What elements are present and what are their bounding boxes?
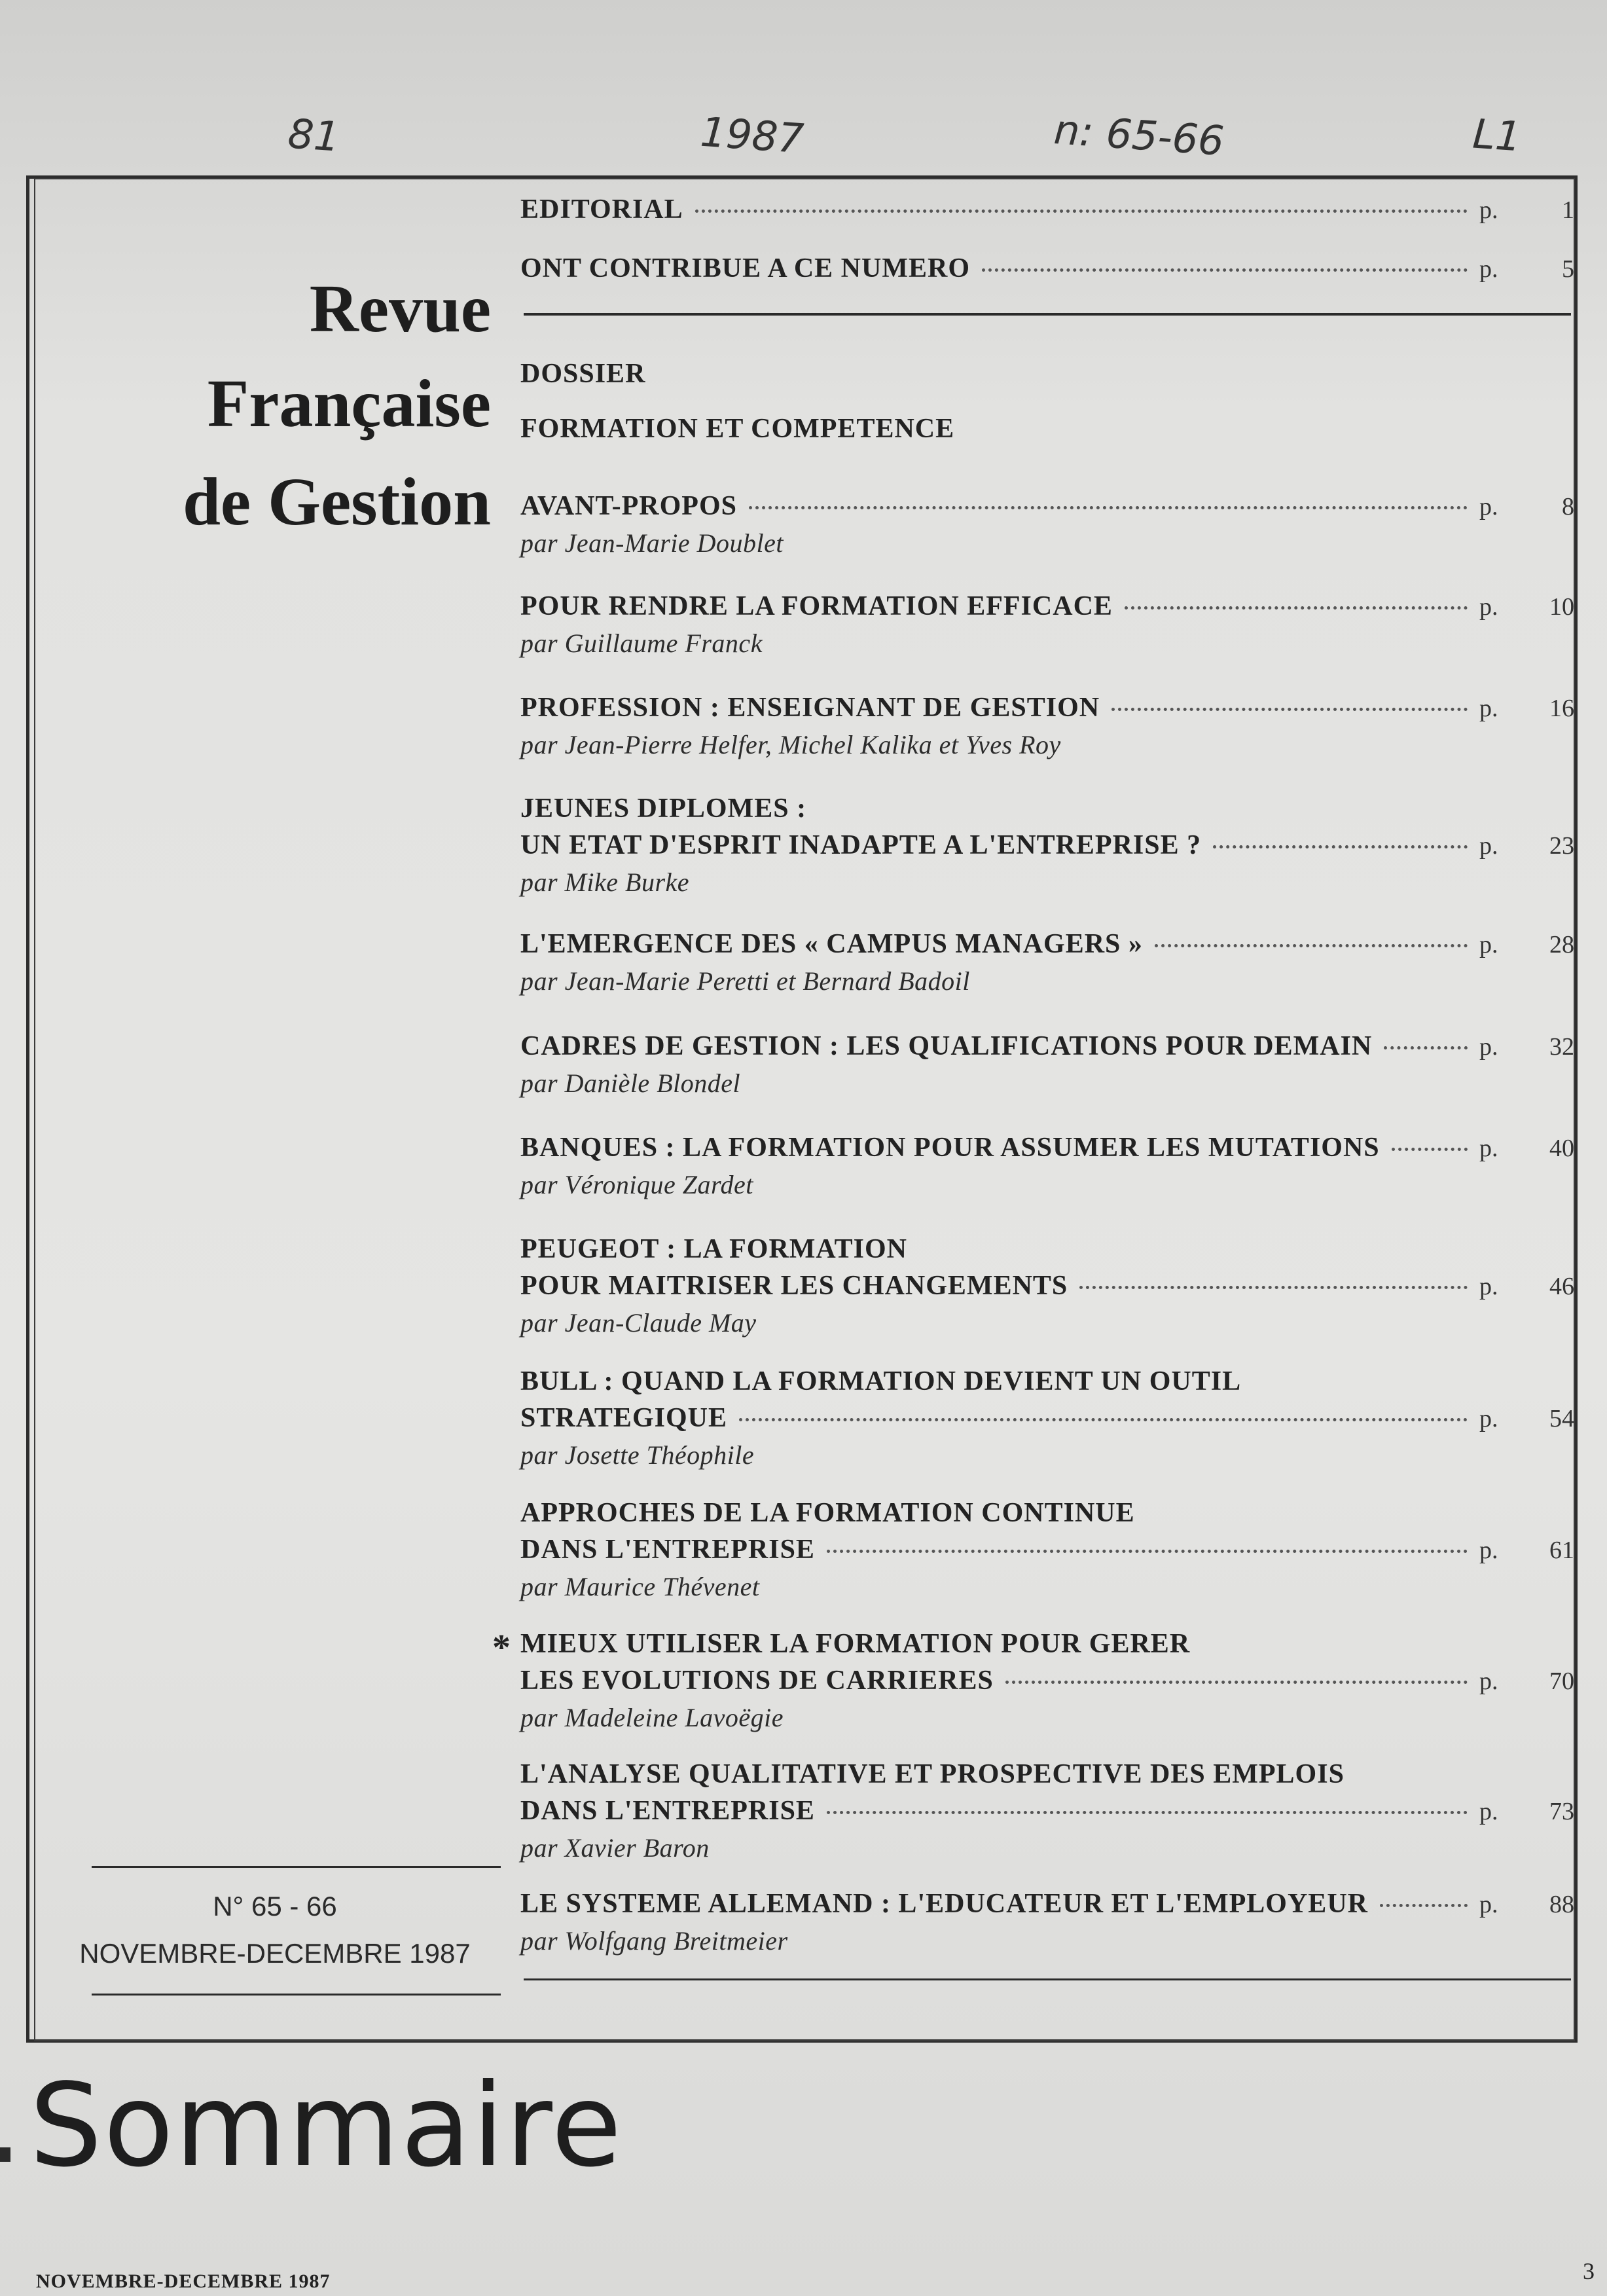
- handwritten-note-1: 81: [286, 109, 342, 161]
- entry-page: p. 8: [1479, 493, 1574, 520]
- dossier-subtitle-text: FORMATION ET COMPETENCE: [520, 414, 955, 444]
- entry-title-line-1: MIEUX UTILISER LA FORMATION POUR GERER: [520, 1629, 1191, 1659]
- toc-entry-banques[interactable]: [520, 1129, 1578, 1203]
- entry-title: BANQUES : LA FORMATION POUR ASSUMER LES MUTATIONS: [520, 1133, 1380, 1163]
- entry-author: par Madeleine Lavoëgie: [520, 1703, 784, 1732]
- entry-author: par Véronique Zardet: [520, 1170, 753, 1199]
- entry-author: par Xavier Baron: [520, 1833, 710, 1863]
- entry-title: CADRES DE GESTION : LES QUALIFICATIONS POUR DEMAIN: [520, 1031, 1373, 1061]
- issue-rule-bottom: [92, 1994, 501, 1995]
- handwritten-note-4: L1: [1471, 109, 1523, 161]
- issue-number: N° 65 - 66: [213, 1891, 337, 1922]
- entry-title-line-1: APPROCHES DE LA FORMATION CONTINUE: [520, 1498, 1135, 1528]
- margin-mark: [0, 2147, 10, 2162]
- entry-author: par Josette Théophile: [520, 1440, 755, 1470]
- handwritten-note-3: n: 65-66: [1052, 105, 1226, 165]
- entry-author: par Jean-Claude May: [520, 1308, 757, 1338]
- footer-date: NOVEMBRE-DECEMBRE 1987: [36, 2270, 331, 2292]
- entry-author: par Maurice Thévenet: [520, 1572, 760, 1601]
- toc-entry-systeme-allemand[interactable]: [520, 1886, 1578, 1959]
- entry-title: ONT CONTRIBUE A CE NUMERO: [520, 253, 970, 283]
- leader-dots: [1125, 606, 1468, 610]
- leader-dots: [695, 210, 1468, 213]
- leader-dots: [1155, 944, 1468, 947]
- header-rule: [524, 313, 1571, 316]
- masthead-line-2: Française: [207, 366, 491, 441]
- entry-page: p. 70: [1479, 1667, 1574, 1695]
- entry-title-line-2: LES EVOLUTIONS DE CARRIERES: [520, 1666, 994, 1696]
- toc-entry-bull[interactable]: [520, 1363, 1578, 1474]
- entry-page: p. 54: [1479, 1405, 1574, 1432]
- entry-author: par Guillaume Franck: [520, 629, 763, 658]
- entry-author: par Danièle Blondel: [520, 1068, 741, 1098]
- entry-page: p. 16: [1479, 695, 1574, 722]
- entry-title: L'EMERGENCE DES « CAMPUS MANAGERS »: [520, 929, 1143, 959]
- entry-title: POUR RENDRE LA FORMATION EFFICACE: [520, 591, 1113, 621]
- entry-title-line-1: PEUGEOT : LA FORMATION: [520, 1234, 907, 1264]
- entry-title-line-1: L'ANALYSE QUALITATIVE ET PROSPECTIVE DES EMPLOIS: [520, 1759, 1345, 1789]
- toc-entry-evolutions-carrieres[interactable]: [520, 1626, 1578, 1736]
- leader-dots: [1079, 1286, 1468, 1289]
- entry-author: par Mike Burke: [520, 867, 690, 897]
- leader-dots: [1213, 845, 1468, 848]
- entry-page: p. 46: [1479, 1273, 1574, 1300]
- masthead-line-1: Revue: [309, 271, 491, 346]
- dossier-label: DOSSIER: [520, 359, 646, 389]
- entry-author: par Jean-Marie Doublet: [520, 528, 784, 558]
- entry-author: par Jean-Pierre Helfer, Michel Kalika et Yves Roy: [520, 730, 1061, 759]
- leader-dots: [1380, 1904, 1468, 1907]
- entry-page: p. 88: [1479, 1891, 1574, 1918]
- entry-author: par Wolfgang Breitmeier: [520, 1926, 788, 1956]
- issue-date: NOVEMBRE-DECEMBRE 1987: [79, 1938, 471, 1969]
- entry-title-line-1: JEUNES DIPLOMES :: [520, 793, 807, 824]
- entry-page: p. 40: [1479, 1135, 1574, 1162]
- masthead-line-3: de Gestion: [183, 464, 491, 539]
- entry-title-line-2: STRATEGIQUE: [520, 1403, 727, 1433]
- handwritten-note-2: 1987: [698, 107, 806, 163]
- entry-page: p. 28: [1479, 931, 1574, 958]
- entry-page: p. 5: [1479, 255, 1574, 283]
- leader-dots: [827, 1550, 1468, 1553]
- leader-dots: [739, 1418, 1468, 1421]
- entry-page: p. 61: [1479, 1537, 1574, 1564]
- toc-entry-formation-efficace[interactable]: [520, 588, 1578, 662]
- toc-entry-campus-managers[interactable]: [520, 926, 1578, 1000]
- entry-author: par Jean-Marie Peretti et Bernard Badoil: [520, 966, 970, 996]
- entry-title-line-2: DANS L'ENTREPRISE: [520, 1796, 815, 1826]
- toc-entry-cadres-de-gestion[interactable]: [520, 1028, 1578, 1102]
- leader-dots: [1005, 1681, 1468, 1684]
- entry-title: LE SYSTEME ALLEMAND : L'EDUCATEUR ET L'EMPLOYEUR: [520, 1889, 1368, 1919]
- entry-title-line-1: BULL : QUAND LA FORMATION DEVIENT UN OUTIL: [520, 1366, 1242, 1396]
- toc-entry-analyse-emplois[interactable]: [520, 1756, 1578, 1867]
- leader-dots: [827, 1811, 1468, 1814]
- toc-entry-formation-continue[interactable]: [520, 1495, 1578, 1605]
- entry-page: p. 23: [1479, 832, 1574, 860]
- entry-page: p. 73: [1479, 1798, 1574, 1825]
- entry-page: p. 1: [1479, 196, 1574, 224]
- page-number: 3: [1583, 2258, 1595, 2284]
- toc-entry-jeunes-diplomes[interactable]: [520, 790, 1578, 901]
- entry-title-line-2: POUR MAITRISER LES CHANGEMENTS: [520, 1271, 1068, 1301]
- contents-bottom-rule: [524, 1978, 1571, 1980]
- entry-page: p. 10: [1479, 593, 1574, 621]
- toc-entry-editorial[interactable]: [520, 191, 1578, 228]
- section-title: Sommaire: [29, 2060, 623, 2193]
- toc-entry-avant-propos[interactable]: [520, 488, 1578, 562]
- entry-title-line-2: UN ETAT D'ESPRIT INADAPTE A L'ENTREPRISE ?: [520, 830, 1202, 860]
- issue-rule-top: [92, 1866, 501, 1868]
- leader-dots: [982, 268, 1468, 272]
- entry-page: p. 32: [1479, 1033, 1574, 1061]
- dossier-heading: [520, 355, 1578, 392]
- entry-title-line-2: DANS L'ENTREPRISE: [520, 1535, 815, 1565]
- toc-entry-contributors[interactable]: [520, 250, 1578, 287]
- dossier-subtitle: [520, 410, 1578, 447]
- leader-dots: [1392, 1148, 1468, 1151]
- toc-entry-peugeot[interactable]: [520, 1231, 1578, 1341]
- asterisk-mark: *: [492, 1628, 511, 1668]
- entry-title: PROFESSION : ENSEIGNANT DE GESTION: [520, 693, 1100, 723]
- leader-dots: [1384, 1046, 1468, 1049]
- entry-title: AVANT-PROPOS: [520, 491, 737, 521]
- entry-title: EDITORIAL: [520, 194, 683, 225]
- leader-dots: [749, 506, 1468, 509]
- leader-dots: [1111, 708, 1468, 711]
- toc-entry-enseignant[interactable]: [520, 689, 1578, 763]
